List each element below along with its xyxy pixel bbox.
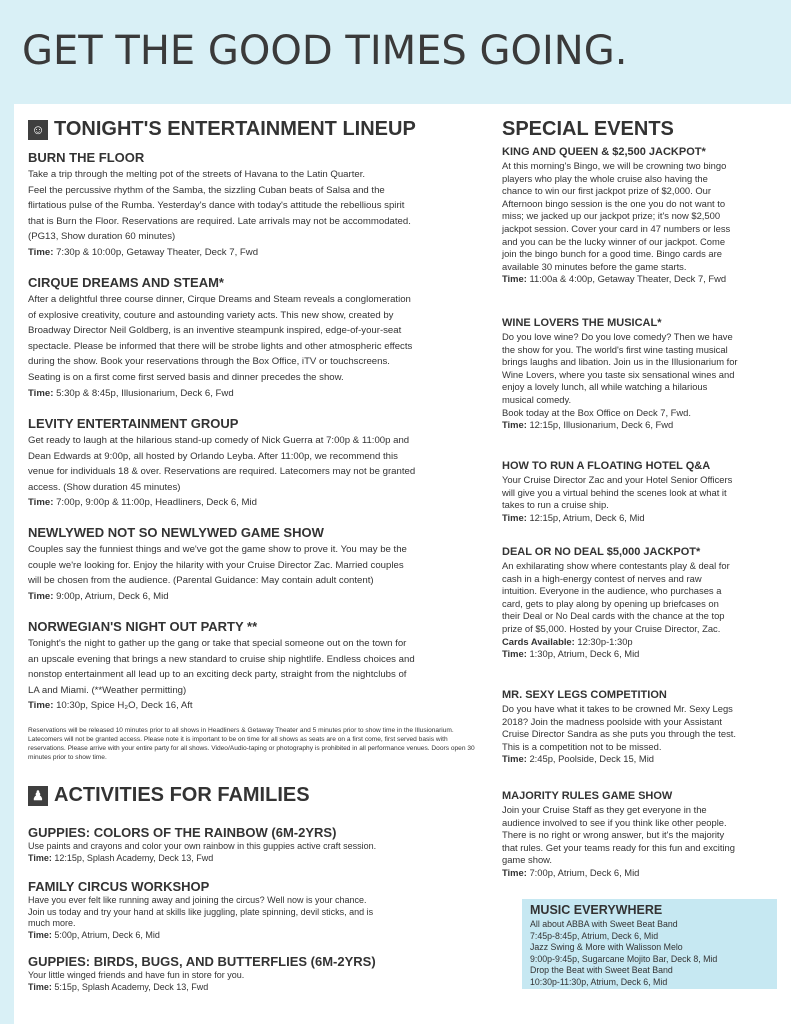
special-event-deal-or-no-deal xyxy=(502,546,784,661)
event-name: HOW TO RUN A FLOATING HOTEL Q&A xyxy=(502,460,711,472)
event-desc-line: Broadway Director Neil Goldberg, is an inventive steampunk inspired, edge-of-your-seat xyxy=(28,325,402,337)
event-desc-line: brings laughs and libation. Join us in the Illusionarium for xyxy=(502,356,738,368)
event-desc-line: their Deal or No Deal cards with the chance at the top xyxy=(502,610,725,622)
event-name: KING AND QUEEN & $2,500 JACKPOT* xyxy=(502,146,706,158)
event-name: WINE LOVERS THE MUSICAL* xyxy=(502,317,662,329)
event-time: Time: 12:15p, Illusionarium, Deck 6, Fwd xyxy=(502,419,674,431)
event-desc-line: Cruise Director Sandra as she puts you through the test. xyxy=(502,728,736,740)
event-desc-line: miss; we jacked up our jackpot prize; it's now $2,500 xyxy=(502,210,721,222)
event-desc-line: Tonight's the night to gather up the gang or take that special someone out on the town for xyxy=(28,638,407,649)
event-time: Time: 2:45p, Poolside, Deck 15, Mid xyxy=(502,753,655,765)
event-name: NORWEGIAN'S NIGHT OUT PARTY ** xyxy=(28,619,258,634)
event-levity xyxy=(28,416,498,511)
event-desc-line: Do you have what it takes to be crowned Mr. Sexy Legs xyxy=(502,703,733,714)
family-event-guppies-butterflies xyxy=(28,954,478,993)
event-desc-line: Seating is on a first come first served basis and dinner precedes the show. xyxy=(28,371,344,383)
theater-masks-icon: ☺ xyxy=(28,120,48,140)
event-desc-line: Have you ever felt like running away and joining the circus? Well now is your chance. xyxy=(28,895,367,905)
event-desc-line: Join us today and try your hand at skills like juggling, plate spinning, devil sticks, and is xyxy=(28,906,374,917)
event-desc-line: At this morning's Bingo, we will be crowning two bingo xyxy=(502,160,727,171)
event-desc-line: enjoy a lovely lunch, all while watching a hilarious xyxy=(502,381,708,393)
music-line: 9:00p-9:45p, Sugarcane Mojito Bar, Deck 8, Mid xyxy=(530,953,718,964)
event-desc-line: the show for you. The world's first wine tasting musical xyxy=(502,343,728,355)
music-line: Drop the Beat with Sweet Beat Band xyxy=(530,965,673,975)
family-icon: ♟ xyxy=(28,786,48,806)
event-night-out-party xyxy=(28,619,498,714)
event-desc-line: card, gets to play along by opening up briefcases on xyxy=(502,597,719,609)
event-desc-line: There is no right or wrong answer, but it's the majority xyxy=(502,829,725,841)
event-desc-line: available 30 minutes before the game starts. xyxy=(502,260,687,272)
event-name: FAMILY CIRCUS WORKSHOP xyxy=(28,879,210,894)
event-name: BURN THE FLOOR xyxy=(28,150,145,165)
event-desc-line: An exhilarating show where contestants play & deal for xyxy=(502,560,730,571)
event-desc-line: cash in a high-energy contest of nerves and raw xyxy=(502,572,702,584)
event-desc-line: After a delightful three course dinner, Cirque Dreams and Steam reveals a conglomeration xyxy=(28,294,411,305)
event-time: Time: 7:00p, 9:00p & 11:00p, Headliners, Deck 6, Mid xyxy=(28,497,257,509)
event-desc-line: Get ready to laugh at the hilarious stand-up comedy of Nick Guerra at 7:00p & 11:00p and xyxy=(28,435,410,446)
event-name: NEWLYWED NOT SO NEWLYWED GAME SHOW xyxy=(28,525,324,540)
event-name: DEAL OR NO DEAL $5,000 JACKPOT* xyxy=(502,546,701,558)
page-title: GET THE GOOD TIMES GOING. xyxy=(22,28,628,74)
family-event-guppies-rainbow xyxy=(28,825,478,864)
event-desc-line: that rules. Get your teams ready for this fun and exciting xyxy=(502,841,735,853)
event-time: Time: 12:15p, Atrium, Deck 6, Mid xyxy=(502,511,645,523)
music-everywhere-box xyxy=(522,899,777,989)
event-desc-line: during the show. Book your reservations through the Box Office, iTV or touchscreens. xyxy=(28,356,390,368)
cards-available: Cards Available: 12:30p-1:30p xyxy=(502,635,633,647)
event-desc-line: of explosive creativity, couture and astounding variety acts. This new show, created by xyxy=(28,309,394,321)
event-desc-line: couple we're looking for. Enjoy the hilarity with your Cruise Director Zac. Married couples xyxy=(28,559,404,571)
event-time: Time: 12:15p, Splash Academy, Deck 13, Fwd xyxy=(28,852,214,863)
event-desc-line: chance to win our first jackpot prize of $2,000. Our xyxy=(502,185,711,197)
event-desc-line: Dean Edwards at 9:00p, all hosted by Orlando Leyba. After 11:00p, we recommend this xyxy=(28,450,398,462)
family-event-circus-workshop xyxy=(28,879,478,941)
event-name: CIRQUE DREAMS AND STEAM* xyxy=(28,275,224,290)
event-desc-line: will be chosen from the audience. (Parental Guidance: May contain adult content) xyxy=(28,575,374,587)
event-newlywed xyxy=(28,525,498,604)
event-desc-line: players who play the whole cruise also having the xyxy=(502,172,708,184)
event-time: Time: 5:00p, Atrium, Deck 6, Mid xyxy=(28,929,160,940)
event-desc-line: takes to run a cruise ship. xyxy=(502,499,609,511)
event-desc-line: Afternoon bingo session is the one you do not want to xyxy=(502,197,726,209)
families-heading xyxy=(28,784,310,807)
event-desc-line: flirtatious pulse of the Rumba. Yesterday's dance with today's attitude the rebellious spirit xyxy=(28,200,405,212)
event-desc-line: much more. xyxy=(28,918,76,928)
event-desc-line: Use paints and crayons and color your own rainbow in this guppies active craft session. xyxy=(28,841,377,851)
music-line: 7:45p-8:45p, Atrium, Deck 6, Mid xyxy=(530,930,659,941)
event-desc-line: Feel the percussive rhythm of the Samba, the sizzling Cuban beats of Salsa and the xyxy=(28,184,385,196)
event-name: GUPPIES: BIRDS, BUGS, AND BUTTERFLIES (6M-2YRS) xyxy=(28,954,376,969)
event-desc-line: Take a trip through the melting pot of the streets of Havana to the Latin Quarter. xyxy=(28,169,366,180)
event-time: Time: 5:15p, Splash Academy, Deck 13, Fwd xyxy=(28,981,209,992)
music-heading: MUSIC EVERYWHERE xyxy=(530,903,663,917)
event-desc-line: Your little winged friends and have fun in store for you. xyxy=(28,970,245,980)
special-event-majority-rules xyxy=(502,790,784,880)
event-desc-line: that is Burn the Floor. Reservations are required. Late arrivals may not be accommodated. xyxy=(28,215,411,227)
event-desc-line: Join your Cruise Staff as they get everyone in the xyxy=(502,804,707,815)
special-events-heading-text: SPECIAL EVENTS xyxy=(502,118,674,140)
event-desc-line: Wine Lovers, where you taste six sensational wines and xyxy=(502,368,735,380)
event-desc-line: Book today at the Box Office on Deck 7, Fwd. xyxy=(502,406,691,418)
event-desc-line: Your Cruise Director Zac and your Hotel Senior Officers xyxy=(502,474,733,485)
event-desc-line: and you can be the lucky winner of our jackpot. Come xyxy=(502,235,726,247)
special-event-king-queen xyxy=(502,146,784,286)
event-name: GUPPIES: COLORS OF THE RAINBOW (6M-2YRS) xyxy=(28,825,337,840)
event-name: MAJORITY RULES GAME SHOW xyxy=(502,790,673,802)
event-desc-line: prize of $5,000. Hosted by your Cruise Director, Zac. xyxy=(502,622,721,634)
special-event-wine-lovers xyxy=(502,317,784,432)
event-time: Time: 10:30p, Spice H₂O, Deck 16, Aft xyxy=(28,700,193,712)
event-desc-line: join the bingo bunch for a good time. Bingo cards are xyxy=(502,248,722,260)
content-panel xyxy=(14,104,791,1024)
music-line: 10:30p-11:30p, Atrium, Deck 6, Mid xyxy=(530,976,668,987)
families-heading-text: ACTIVITIES FOR FAMILIES xyxy=(54,784,310,806)
lineup-heading-text: TONIGHT'S ENTERTAINMENT LINEUP xyxy=(54,118,416,140)
event-time: Time: 7:30p & 10:00p, Getaway Theater, Deck 7, Fwd xyxy=(28,246,259,258)
event-desc-line: access. (Show duration 45 minutes) xyxy=(28,481,181,493)
event-desc-line: an upscale evening that brings a new standard to cruise ship nightlife. Endless choices and xyxy=(28,653,415,665)
event-desc-line: musical comedy. xyxy=(502,393,572,405)
event-desc-line: (PG13, Show duration 60 minutes) xyxy=(28,231,176,243)
event-time: Time: 5:30p & 8:45p, Illusionarium, Deck 6, Fwd xyxy=(28,387,234,399)
event-desc-line: game show. xyxy=(502,854,553,866)
event-desc-line: This is a competition not to be missed. xyxy=(502,740,662,752)
event-time: Time: 1:30p, Atrium, Deck 6, Mid xyxy=(502,648,640,660)
event-desc-line: LA and Miami. (**Weather permitting) xyxy=(28,684,187,696)
event-time: Time: 11:00a & 4:00p, Getaway Theater, Deck 7, Fwd xyxy=(502,273,727,285)
lineup-heading xyxy=(28,118,416,141)
event-desc-line: Do you love wine? Do you love comedy? Then we have xyxy=(502,331,733,342)
event-desc-line: jackpot session. Cover your card in 47 numbers or less xyxy=(502,222,731,234)
event-desc-line: intuition. Everyone in the audience, who purchases a xyxy=(502,585,722,597)
music-line: Jazz Swing & More with Walisson Melo xyxy=(530,942,683,952)
event-desc-line: 2018? Join the madness poolside with your Assistant xyxy=(502,715,722,727)
special-event-floating-hotel xyxy=(502,460,784,524)
fine-print: Reservations will be released 10 minutes prior to all shows in Headliners & Getaway Theater and 5 minutes prior to show time in the Illusionarium. Latecomers will not be granted access. Please note it is important to be on time for all shows as seats are on a first come, first served basis with reservations. Please arrive with your entire party for all shows. Video/Audio-taping or photography is prohibited in all performance venues. Doors open 30 minutes prior to show time. xyxy=(28,727,475,761)
event-desc-line: will give you a virtual behind the scenes look at what it xyxy=(502,486,727,498)
music-line: All about ABBA with Sweet Beat Band xyxy=(530,919,678,929)
event-desc-line: spectacle. Please be informed that there will be strobe lights and other atmospheric effects xyxy=(28,340,413,352)
event-time: Time: 9:00p, Atrium, Deck 6, Mid xyxy=(28,590,169,602)
event-desc-line: nonstop entertainment all lead up to an exciting deck party, straight from the nightclubs of xyxy=(28,669,407,681)
special-event-sexy-legs xyxy=(502,689,784,766)
event-name: LEVITY ENTERTAINMENT GROUP xyxy=(28,416,239,431)
event-desc-line: venue for individuals 18 & over. Reservations are required. Latecomers may not be granted xyxy=(28,466,416,478)
special-events-heading xyxy=(502,118,674,141)
event-desc-line: Couples say the funniest things and we've got the game show to prove it. You may be the xyxy=(28,544,407,555)
event-name: MR. SEXY LEGS COMPETITION xyxy=(502,689,667,701)
event-time: Time: 7:00p, Atrium, Deck 6, Mid xyxy=(502,866,640,878)
event-cirque-dreams xyxy=(28,275,498,401)
event-desc-line: audience involved to see if you think like other people. xyxy=(502,816,727,828)
event-burn-the-floor xyxy=(28,150,498,261)
